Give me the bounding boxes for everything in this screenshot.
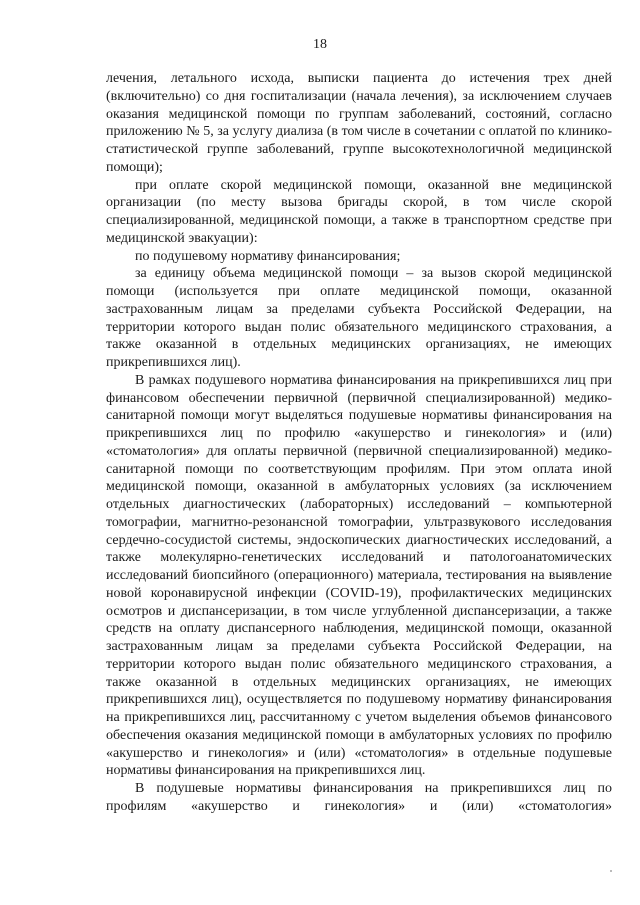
paragraph-continuation: лечения, летального исхода, выписки пациента до истечения трех дней (включительно) со дня госпитализации (начала лечения), за исключением случаев оказания медицинской помощи по группам заболеваний, состояний, согласно приложению № 5, за услугу диализа (в том числе в сочетании с оплатой по клинико-статистической группе заболеваний, группе высокотехнологичной медицинской помощи); <box>106 71 612 175</box>
paragraph-per-capita-framework: В рамках подушевого норматива финансирования на прикрепившихся лиц при финансовом обеспечении первичной (первичной специализированной) медико-санитарной помощи могут выделяться подушевые нормативы финансирования на прикрепившихся лиц по профилю «акушерство и гинекология» и (или) «стоматология» для оплаты первичной (первичной специализированной) медико-санитарной помощи по соответствующим профилям. При этом оплата иной медицинской помощи, оказанной в амбулаторных условиях (за исключением отдельных диагностических (лабораторных) исследований – компьютерной томографии, магнитно-резонансной томографии, ультразвукового исследования сердечно-сосудистой системы, эндоскопических диагностических исследований, а также молекулярно-генетических исследований и патологоанатомических исследований биопсийного (операционного) материала, тестирования на выявление новой коронавирусной инфекции (COVID-19), профилактических медицинских осмотров и диспансеризации, в том числе углубленной диспансеризации, а также средств на оплату диспансерного наблюдения, медицинской помощи, оказанной застрахованным лицам за пределами субъекта Российской Федерации, на территории которого выдан полис обязательного медицинского страхования, а также оказанной в отдельных медицинских организациях, не имеющих прикрепившихся лиц), осуществляется по подушевому нормативу финансирования на прикрепившихся лиц, рассчитанному с учетом выделения объемов финансового обеспечения оказания медицинской помощи в амбулаторных условиях по профилю «акушерство и гинекология» и (или) «стоматология» в отдельные подушевые нормативы финансирования на прикрепившихся лиц. <box>106 372 612 779</box>
paragraph-per-unit-volume: за единицу объема медицинской помощи – за вызов скорой медицинской помощи (используется при оплате медицинской помощи, оказанной застрахованным лицам за пределами субъекта Российской Федерации, на территории которого выдан полис обязательного медицинского страхования, а также оказанной в отдельных медицинских организациях, не имеющих прикрепившихся лиц). <box>106 266 612 370</box>
page-number: 18 <box>313 37 327 52</box>
paragraph-per-capita-profiles: В подушевые нормативы финансирования на прикрепившихся лиц по профилям «акушерство и гинекология» и (или) «стоматология» <box>106 781 612 814</box>
paragraph-per-capita-norm: по подушевому нормативу финансирования; <box>135 248 401 264</box>
document-body <box>106 70 612 816</box>
paragraph-ambulance-payment: при оплате скорой медицинской помощи, оказанной вне медицинской организации (по месту вызова бригады скорой, в том числе скорой специализированной, медицинской помощи, а также в транспортном средстве при медицинской эвакуации): <box>106 177 612 246</box>
scan-speck <box>610 870 612 872</box>
